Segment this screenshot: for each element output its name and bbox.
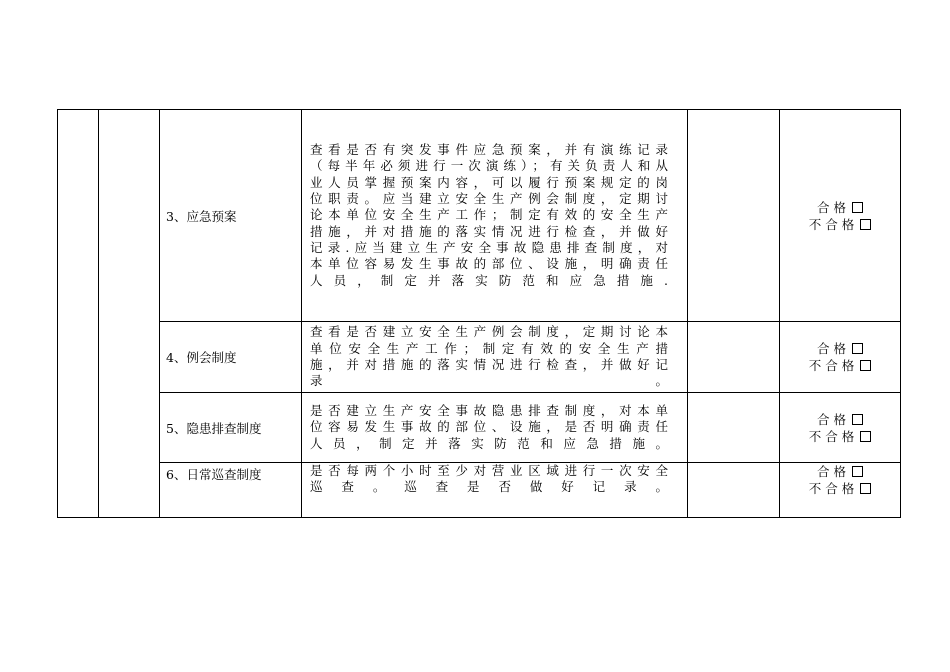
category-cell xyxy=(58,110,99,518)
remarks-cell xyxy=(688,463,780,518)
description-text: 查看是否建立安全生产例会制度，定期讨论本单位安全生产工作；制定有效的安全生产措施，并对措施的落实情况进行检查，并做好记录。 xyxy=(310,324,673,389)
subcategory-cell xyxy=(99,110,160,518)
result-cell xyxy=(780,463,901,518)
item-name: 6、日常巡查制度 xyxy=(160,463,302,518)
result-cell xyxy=(780,393,901,463)
pass-label: 合格 xyxy=(816,411,850,427)
fail-label: 不合格 xyxy=(808,216,859,232)
fail-label: 不合格 xyxy=(808,358,859,373)
checkbox-icon[interactable] xyxy=(852,202,863,213)
item-description xyxy=(302,110,688,322)
item-name: 5、隐患排查制度 xyxy=(160,393,302,463)
item-description xyxy=(302,322,688,393)
checkbox-icon[interactable] xyxy=(852,466,863,477)
pass-option[interactable] xyxy=(780,340,900,357)
checkbox-icon[interactable] xyxy=(860,483,871,494)
checkbox-icon[interactable] xyxy=(860,431,871,442)
fail-option[interactable] xyxy=(780,428,900,445)
checkbox-icon[interactable] xyxy=(852,414,863,425)
pass-option[interactable] xyxy=(780,199,900,216)
table-row xyxy=(58,463,901,518)
remarks-cell xyxy=(688,322,780,393)
item-description xyxy=(302,393,688,463)
pass-label: 合格 xyxy=(816,464,850,479)
pass-option[interactable] xyxy=(780,411,900,428)
fail-option[interactable] xyxy=(780,216,900,233)
item-name: 4、例会制度 xyxy=(160,322,302,393)
item-description xyxy=(302,463,688,518)
checkbox-icon[interactable] xyxy=(860,360,871,371)
description-text: 查看是否有突发事件应急预案，并有演练记录（每半年必须进行一次演练）；有关负责人和从业人员掌握预案内容，可以履行预案规定的岗位职责。应当建立安全生产例会制度，定期讨论本单位安全生产工作；制定有效的安全生产措施，并对措施的落实情况进行检查，并做好记录.应当建立生产安全事故隐患排查制度，对本单位容易发生事故的部位、设施，明确责任人员，制定并落实防范和应急措施. xyxy=(310,142,673,288)
checkbox-icon[interactable] xyxy=(860,219,871,230)
table-row xyxy=(58,322,901,393)
result-cell xyxy=(780,322,901,393)
remarks-cell xyxy=(688,110,780,322)
item-name: 3、应急预案 xyxy=(160,110,302,322)
fail-label: 不合格 xyxy=(808,428,859,444)
checkbox-icon[interactable] xyxy=(852,343,863,354)
pass-label: 合格 xyxy=(816,341,850,356)
table-row xyxy=(58,393,901,463)
description-text: 是否每两个小时至少对营业区域进行一次安全巡查。巡查是否做好记录。 xyxy=(310,463,673,495)
table-row xyxy=(58,110,901,322)
pass-option[interactable] xyxy=(780,463,900,480)
fail-option[interactable] xyxy=(780,480,900,497)
result-cell xyxy=(780,110,901,322)
inspection-table xyxy=(57,109,901,518)
fail-option[interactable] xyxy=(780,357,900,374)
fail-label: 不合格 xyxy=(808,481,859,496)
remarks-cell xyxy=(688,393,780,463)
pass-label: 合格 xyxy=(816,199,850,215)
description-text: 是否建立生产安全事故隐患排查制度，对本单位容易发生事故的部位、设施，是否明确责任人员，制定并落实防范和应急措施。 xyxy=(310,403,673,451)
